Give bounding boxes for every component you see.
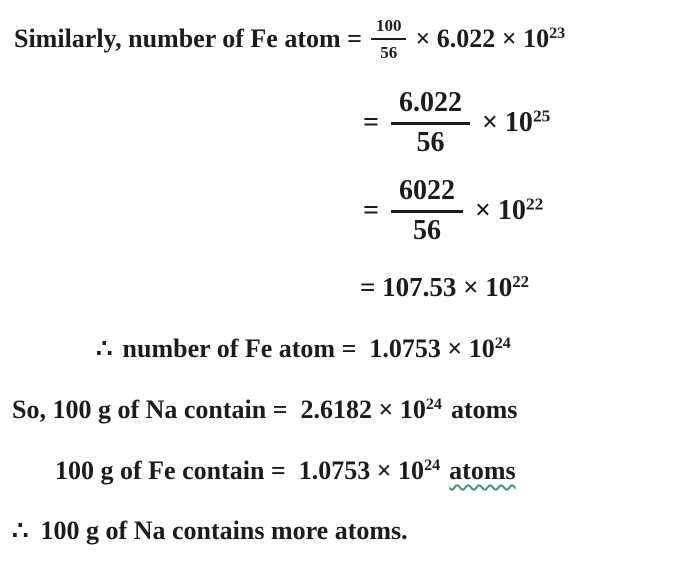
similarly-expression [415, 24, 565, 54]
fe-result-expression [123, 334, 511, 364]
expression-text: = 107.53 × 10 [360, 271, 513, 302]
expression-text: × 6.022 × 10 [415, 24, 550, 53]
therefore-symbol: ∴ [12, 516, 29, 545]
conclusion-fe-atoms [96, 331, 511, 367]
equation-line-step4 [360, 269, 529, 305]
expression-text: × 10 [474, 195, 526, 227]
fraction-numerator: 100 [371, 16, 407, 40]
equation-line-step3 [363, 176, 543, 247]
atoms-unit-grammar-squiggle: atoms [449, 456, 516, 485]
similarly-prefix: Similarly, number of Fe atom = [14, 24, 362, 53]
therefore-symbol: ∴ [96, 334, 113, 363]
fraction-100-over-56 [371, 16, 407, 62]
fraction-6022-decimal-over-56 [391, 88, 470, 159]
fe-atoms-statement [55, 452, 516, 490]
exponent: 25 [532, 106, 551, 126]
equation-line-similarly [14, 8, 565, 70]
fraction-numerator: 6.022 [391, 88, 470, 125]
conclusion-text: 100 g of Na contains more atoms. [40, 516, 408, 545]
step3-expression [475, 195, 543, 227]
fraction-denominator: 56 [416, 126, 445, 158]
exponent: 24 [424, 457, 441, 475]
fe-expression [55, 456, 440, 486]
fraction-denominator: 56 [380, 42, 398, 62]
fraction-denominator: 56 [412, 214, 441, 246]
exponent: 22 [512, 271, 530, 291]
exponent: 24 [494, 335, 511, 353]
atoms-unit: atoms [450, 395, 518, 424]
final-conclusion [12, 512, 408, 550]
equation-line-step2 [363, 88, 550, 159]
exponent: 22 [525, 194, 544, 214]
na-atoms-statement [12, 391, 517, 429]
fraction-numerator: 6022 [391, 176, 463, 213]
expression-text: number of Fe atom = 1.0753 × 10 [122, 334, 495, 363]
equals-sign: = [363, 195, 379, 227]
equals-sign: = [363, 107, 379, 139]
expression-text: × 10 [481, 107, 533, 139]
expression-text: So, 100 g of Na contain = 2.6182 × 10 [12, 395, 426, 424]
na-expression [12, 395, 442, 425]
step2-expression [482, 107, 550, 139]
step4-expression [360, 272, 529, 303]
exponent: 23 [549, 25, 566, 43]
fraction-6022-over-56 [391, 176, 463, 247]
exponent: 24 [425, 396, 442, 414]
expression-text: 100 g of Fe contain = 1.0753 × 10 [55, 456, 425, 485]
